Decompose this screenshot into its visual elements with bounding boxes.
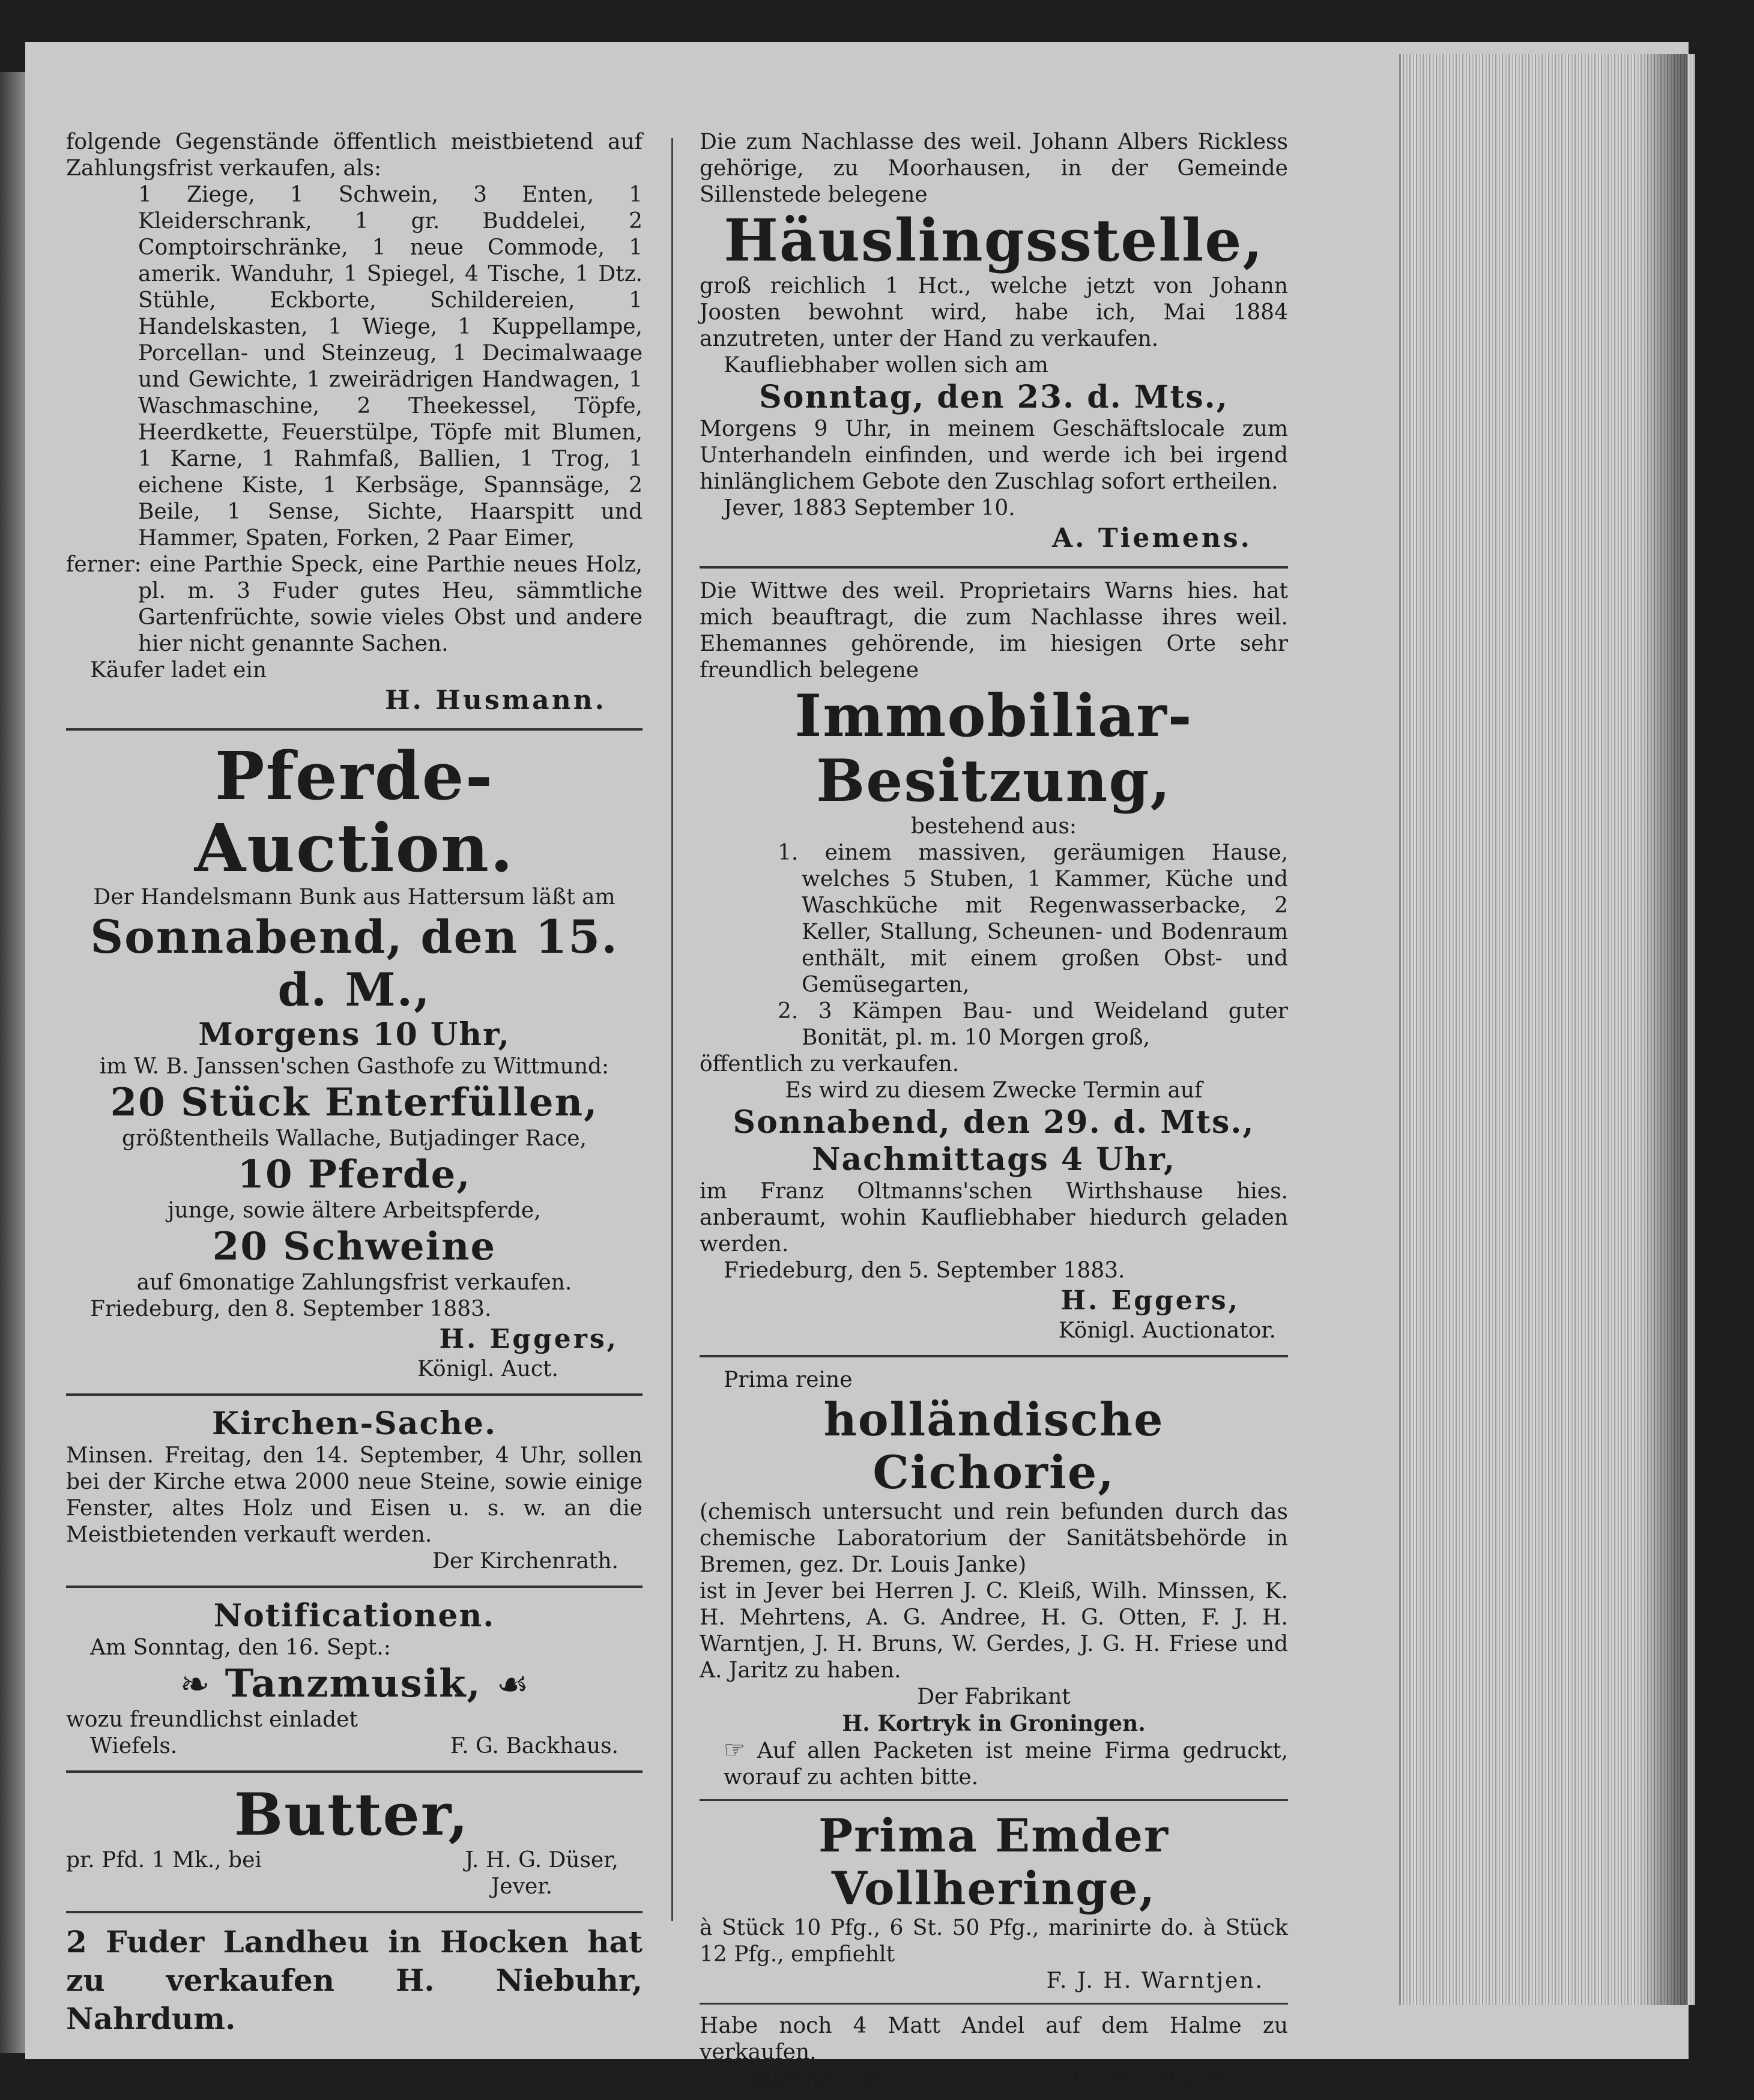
- property-title: Immobiliar-Besitzung,: [794, 682, 1193, 815]
- page-edge-shadow: [1639, 54, 1687, 2005]
- andel-signature: E. W. Mulder.: [1071, 2066, 1264, 2091]
- property-ad: [700, 578, 1288, 1344]
- butter-town: Jever.: [491, 1874, 552, 1899]
- chicory-title: holländische Cichorie,: [823, 1393, 1164, 1499]
- horse-auction-role: Königl. Auct.: [417, 1357, 558, 1381]
- notices-invite: wozu freundlichst einladet: [66, 1707, 358, 1732]
- chicory-maker-label: Der Fabrikant: [917, 1685, 1071, 1709]
- horse-auction-signature: H. Eggers,: [439, 1324, 618, 1354]
- property-signature: H. Eggers,: [1060, 1285, 1240, 1316]
- herring-ad: [700, 1809, 1288, 1994]
- notices-ad: [66, 1598, 643, 1760]
- horse-auction-title: Pferde-Auction.: [194, 737, 515, 887]
- church-signature: Der Kirchenrath.: [432, 1549, 618, 1573]
- chicory-prima: Prima reine: [724, 1368, 853, 1392]
- horse-auction-time: Morgens 10 Uhr,: [198, 1016, 510, 1053]
- horse-auction-item2-desc: junge, sowie ältere Arbeitspferde,: [168, 1198, 541, 1223]
- divider: [700, 2003, 1288, 2005]
- andel-ad: [700, 2013, 1288, 2092]
- divider: [700, 566, 1288, 569]
- house-title: Häuslingsstelle,: [724, 207, 1264, 274]
- church-text: Minsen. Freitag, den 14. September, 4 Uhr, sollen bei der Kirche etwa 2000 neue Steine, sowie einige Fenster, altes Holz und Eisen u. s. w. an die Meistbietenden verkauft werden.: [66, 1443, 643, 1547]
- notices-event: Tanzmusik,: [225, 1661, 482, 1706]
- hay-ad: [66, 1923, 643, 2038]
- divider: [700, 1799, 1288, 1801]
- book-gutter: [0, 72, 25, 2053]
- andel-text: Habe noch 4 Matt Andel auf dem Halme zu verkaufen.: [700, 2014, 1288, 2065]
- house-sale-ad: [700, 129, 1288, 555]
- butter-seller: J. H. G. Düser,: [465, 1848, 618, 1872]
- chicory-maker: H. Kortryk in Groningen.: [842, 1711, 1146, 1736]
- property-item2: 2. 3 Kämpen Bau- und Weideland guter Bonität, pl. m. 10 Morgen groß,: [778, 999, 1288, 1050]
- notices-signature: F. G. Backhaus.: [450, 1734, 618, 1758]
- herring-signature: F. J. H. Warntjen.: [1046, 1969, 1264, 1993]
- horse-auction-place: im W. B. Janssen'schen Gasthofe zu Wittmund:: [99, 1054, 609, 1079]
- auction-intro: folgende Gegenstände öffentlich meistbietend auf Zahlungsfrist verkaufen, als:: [66, 130, 643, 181]
- divider: [66, 1911, 643, 1913]
- horse-auction-item1-desc: größtentheils Wallache, Butjadinger Race,: [122, 1126, 587, 1151]
- property-dateline: Friedeburg, den 5. September 1883.: [724, 1258, 1125, 1283]
- chicory-ad: [700, 1367, 1288, 1791]
- chicory-analysis: (chemisch untersucht und rein befunden durch das chemische Laboratorium der Sanitätsbehörde in Bremen, gez. Dr. Louis Janke): [700, 1500, 1288, 1577]
- notices-date: Am Sonntag, den 16. Sept.:: [90, 1635, 391, 1660]
- property-role: Königl. Auctionator.: [1058, 1318, 1276, 1343]
- notices-title: Notificationen.: [213, 1598, 495, 1634]
- butter-ad: [66, 1782, 643, 1900]
- horse-auction-dateline: Friedeburg, den 8. September 1883.: [90, 1297, 492, 1321]
- house-text2: Morgens 9 Uhr, in meinem Geschäftslocale zum Unterhandeln einfinden, und werde ich bei irgend hinlänglichem Gebote den Zuschlag sofort ertheilen.: [700, 417, 1288, 494]
- horse-auction-intro: Der Handelsmann Bunk aus Hattersum läßt am: [93, 885, 615, 910]
- property-place: im Franz Oltmanns'schen Wirthshause hies. anberaumt, wohin Kaufliebhaber hiedurch geladen werden.: [700, 1179, 1288, 1257]
- house-date: Sonntag, den 23. d. Mts.,: [759, 379, 1229, 415]
- house-text: groß reichlich 1 Hct., welche jetzt von Johann Joosten bewohnt wird, habe ich, Mai 1884 anzutreten, unter der Hand zu verkaufen.: [700, 274, 1288, 351]
- herring-title: Prima Emder Vollheringe,: [818, 1809, 1170, 1915]
- property-consists: bestehend aus:: [910, 814, 1077, 839]
- chicory-note: Auf allen Packeten ist meine Firma gedruckt, worauf zu achten bitte.: [724, 1739, 1288, 1790]
- house-signature: A. Tiemens.: [1052, 523, 1252, 554]
- property-intro: Die Wittwe des weil. Proprietairs Warns hies. hat mich beauftragt, die zum Nachlasse ihres weil. Ehemannes gehörende, im hiesigen Orte sehr freundlich belegene: [700, 579, 1288, 683]
- butter-price: pr. Pfd. 1 Mk., bei: [66, 1848, 262, 1872]
- herring-text: à Stück 10 Pfg., 6 St. 50 Pfg., marinirte do. à Stück 12 Pfg., empfiehlt: [700, 1916, 1288, 1967]
- church-ad: [66, 1405, 643, 1575]
- property-date: Sonnabend, den 29. d. Mts.,: [733, 1104, 1255, 1141]
- auction-invite: Käufer ladet ein: [90, 658, 267, 683]
- property-term: Es wird zu diesem Zwecke Termin auf: [785, 1078, 1203, 1103]
- chicory-dealers: ist in Jever bei Herren J. C. Kleiß, Wilh. Minssen, K. H. Mehrtens, A. G. Andree, H. G. Otten, F. J. H. Warntjen, J. H. Bruns, W. Gerdes, J. G. H. Friese und A. Jaritz zu haben.: [700, 1579, 1288, 1683]
- household-auction-ad: [66, 129, 643, 717]
- pointing-hand-icon: ☞: [724, 1736, 745, 1764]
- left-column: [66, 129, 643, 2038]
- hay-text: 2 Fuder Landheu in Hocken hat zu verkaufen H. Niebuhr, Nahrdum.: [66, 1924, 643, 2036]
- horse-auction-date: Sonnabend, den 15. d. M.,: [90, 910, 618, 1016]
- andel-place: Sophienmühle.: [724, 2066, 888, 2091]
- horse-auction-item2: 10 Pferde,: [237, 1152, 471, 1197]
- property-time: Nachmittags 4 Uhr,: [811, 1141, 1176, 1178]
- horse-auction-ad: [66, 737, 643, 1383]
- column-divider: [671, 138, 673, 1921]
- divider: [66, 728, 643, 731]
- dancing-figures-icon: ❧: [180, 1664, 210, 1706]
- right-column: [700, 129, 1288, 2092]
- divider: [66, 1393, 643, 1396]
- horse-auction-terms: auf 6monatige Zahlungsfrist verkaufen.: [136, 1270, 572, 1295]
- divider: [700, 1355, 1288, 1357]
- divider: [66, 1586, 643, 1588]
- church-title: Kirchen-Sache.: [211, 1405, 497, 1442]
- auction-ferner: ferner: eine Parthie Speck, eine Parthie neues Holz, pl. m. 3 Fuder gutes Heu, sämmtliche Gartenfrüchte, sowie vieles Obst und andere hier nicht genannte Sachen.: [66, 552, 643, 656]
- property-sale: öffentlich zu verkaufen.: [700, 1052, 960, 1076]
- auction-items: 1 Ziege, 1 Schwein, 3 Enten, 1 Kleiderschrank, 1 gr. Buddelei, 2 Comptoirschränke, 1 neue Commode, 1 amerik. Wanduhr, 1 Spiegel, 4 Tische, 1 Dtz. Stühle, Eckborte, Schildereien, 1 Handelskasten, 1 Wiege, 1 Kuppellampe, Porcellan- und Steinzeug, 1 Decimalwaage und Gewichte, 1 zweirädrigen Handwagen, 1 Waschmaschine, 2 Theekessel, Töpfe, Heerdkette, Feuerstülpe, Töpfe mit Blumen, 1 Karne, 1 Rahmfaß, Ballien, 1 Trog, 1 eichene Kiste, 1 Kerbsäge, Spannsäge, 2 Beile, 1 Sense, Sichte, Haarspitt und Hammer, Spaten, Forken, 2 Paar Eimer,: [138, 183, 643, 551]
- notices-place: Wiefels.: [90, 1734, 178, 1758]
- dancing-figures-icon: ☙: [496, 1664, 529, 1706]
- property-item1: 1. einem massiven, geräumigen Hause, welches 5 Stuben, 1 Kammer, Küche und Waschküche mit Regenwasserbacke, 2 Keller, Stallung, Scheunen- und Bodenraum enthält, mit einem großen Obst- und Gemüsegarten,: [778, 840, 1288, 997]
- horse-auction-item1: 20 Stück Enterfüllen,: [110, 1080, 599, 1125]
- house-intro: Die zum Nachlasse des weil. Johann Albers Rickless gehörige, zu Moorhausen, in der Gemeinde Sillenstede belegene: [700, 130, 1288, 207]
- butter-title: Butter,: [234, 1781, 470, 1848]
- divider: [66, 1770, 643, 1773]
- horse-auction-item3: 20 Schweine: [212, 1224, 497, 1269]
- house-buyers: Kaufliebhaber wollen sich am: [724, 353, 1048, 378]
- auction-signature: H. Husmann.: [385, 685, 606, 716]
- house-dateline: Jever, 1883 September 10.: [724, 496, 1015, 520]
